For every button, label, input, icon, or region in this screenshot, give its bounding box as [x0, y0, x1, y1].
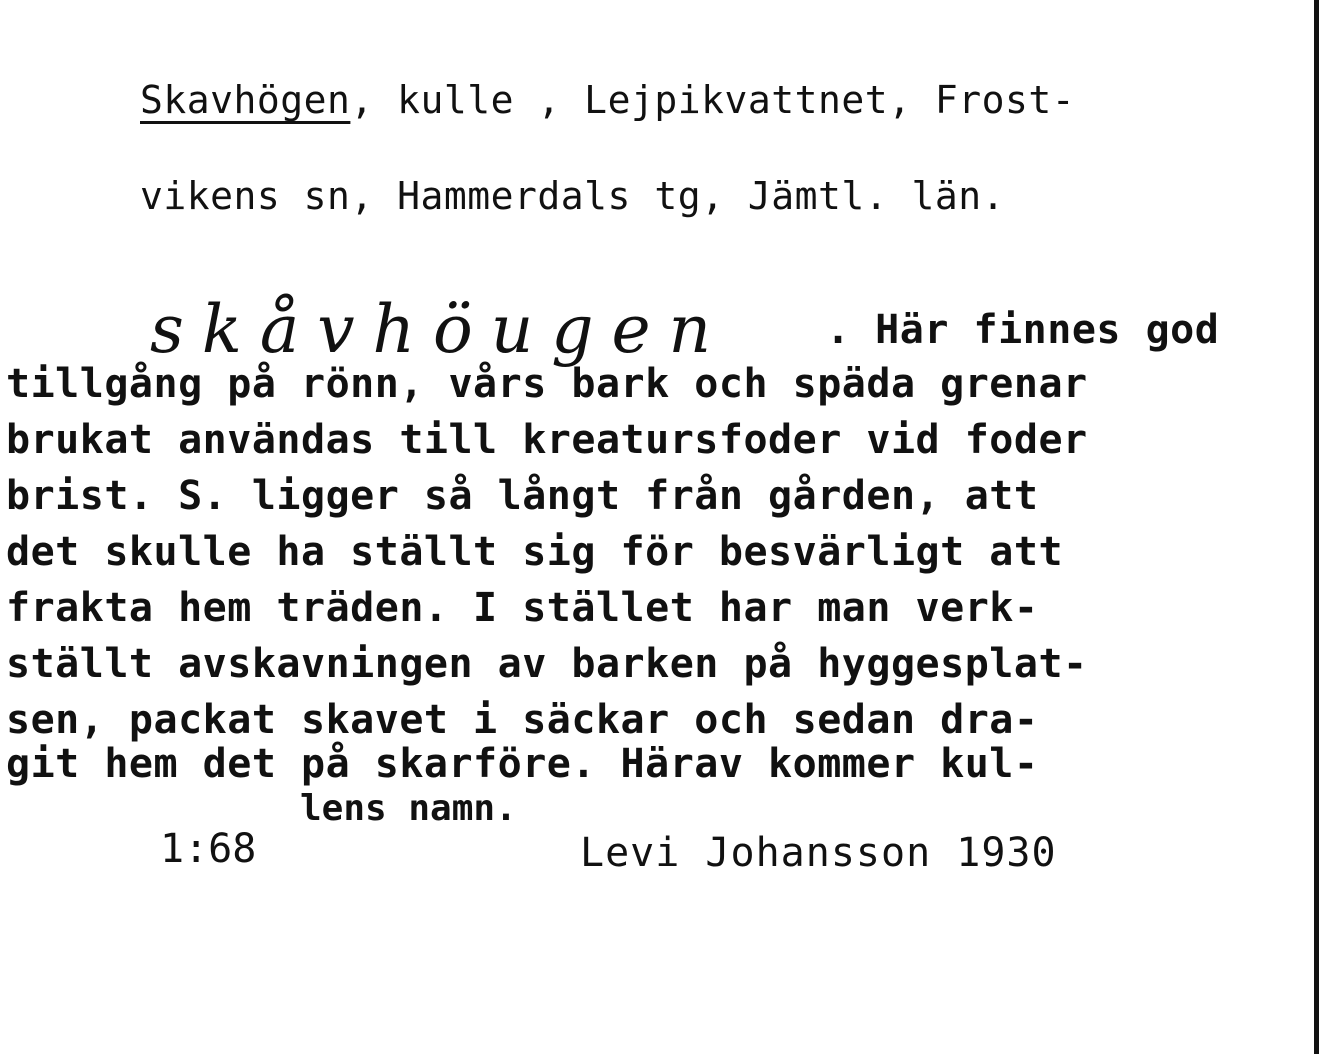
header-line-1-rest: , kulle , Lejpikvattnet, Frost-	[350, 78, 1076, 122]
body-line-1-tail: . Här finnes god	[826, 307, 1220, 353]
body-line: frakta hem träden. I stället har man verk-	[6, 585, 1039, 631]
handwritten-dialect-form: skåvhöugen	[150, 291, 730, 368]
reference-code: 1:68	[160, 826, 257, 872]
body-line: brist. S. ligger så långt från gården, att	[6, 473, 1039, 519]
header-line-1	[140, 76, 1075, 124]
body-line: git hem det på skarföre. Härav kommer kul-	[6, 741, 1039, 787]
signature: Levi Johansson 1930	[580, 830, 1057, 876]
body-line: tillgång på rönn, vårs bark och späda grenar	[6, 361, 1088, 407]
headword: Skavhögen	[140, 78, 351, 122]
body-line: det skulle ha ställt sig för besvärligt att	[6, 529, 1064, 575]
card-right-edge	[1314, 0, 1319, 1054]
last-fragment: lens namn.	[300, 788, 517, 829]
body-line: ställt avskavningen av barken på hyggesplat-	[6, 641, 1088, 687]
header-line-2: vikens sn, Hammerdals tg, Jämtl. län.	[140, 174, 1005, 218]
body-line: brukat användas till kreatursfoder vid foder	[6, 417, 1088, 463]
body-line: sen, packat skavet i säckar och sedan dra-	[6, 697, 1039, 743]
